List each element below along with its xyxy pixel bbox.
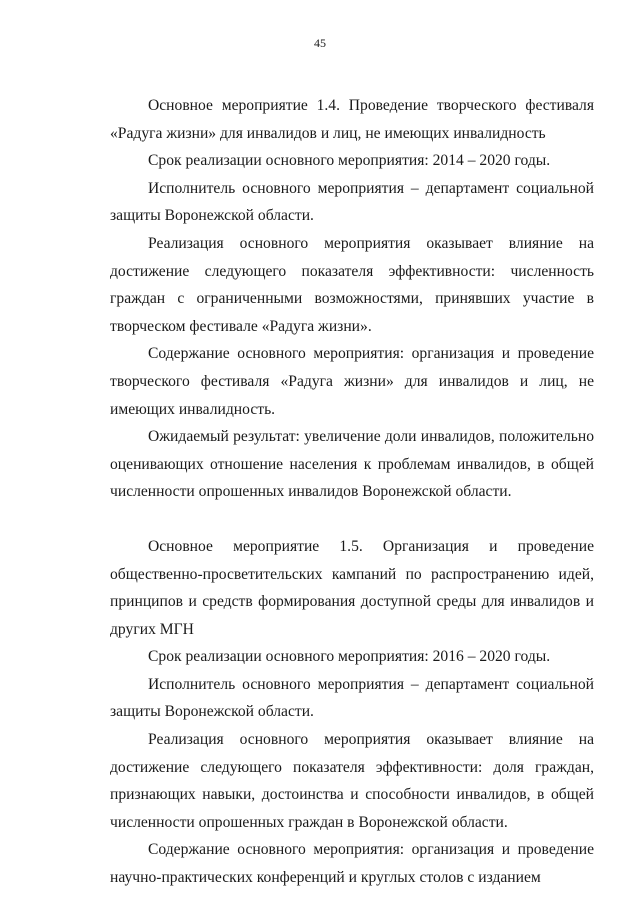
activity-1-4-title: Основное мероприятие 1.4. Проведение творческого фестиваля «Радуга жизни» для инвалидов и лиц, не имеющих инвалидность	[110, 97, 594, 142]
page-number: 45	[314, 36, 326, 50]
activity-1-5-title: Основное мероприятие 1.5. Организация и проведение общественно-просветительских кампаний по распространению идей, принципов и средств формирования доступной среды для инвалидов и других МГН	[110, 537, 594, 638]
activity-1-5-indicator: Реализация основного мероприятия оказывает влияние на достижение следующего показателя эффективности: доля граждан, признающих навыки, достоинства и способности инвалидов, в общей численности опрошенных граждан в Воронежской области.	[110, 731, 594, 831]
activity-1-5-executor: Исполнитель основного мероприятия – департамент социальной защиты Воронежской области.	[110, 675, 594, 721]
activity-1-5-period: Срок реализации основного мероприятия: 2016 – 2020 годы.	[148, 648, 551, 666]
activity-1-4-result: Ожидаемый результат: увеличение доли инвалидов, положительно оценивающих отношение населения к проблемам инвалидов, в общей численности опрошенных инвалидов Воронежской области.	[110, 428, 594, 501]
activity-1-4-content: Содержание основного мероприятия: организация и проведение творческого фестиваля «Радуга жизни» для инвалидов и лиц, не имеющих инвалидность.	[110, 345, 594, 418]
document-body	[110, 92, 594, 892]
activity-1-4-period: Срок реализации основного мероприятия: 2014 – 2020 годы.	[148, 152, 551, 170]
activity-1-4-indicator: Реализация основного мероприятия оказывает влияние на достижение следующего показателя эффективности: численность граждан с ограниченными возможностями, принявших участие в творческом фестивале «Радуга жизни».	[110, 234, 594, 335]
activity-1-5-content: Содержание основного мероприятия: организация и проведение научно-практических конференций и круглых столов с изданием	[110, 841, 594, 887]
section-spacer	[110, 506, 594, 533]
activity-1-4-executor: Исполнитель основного мероприятия – департамент социальной защиты Воронежской области.	[110, 179, 594, 225]
